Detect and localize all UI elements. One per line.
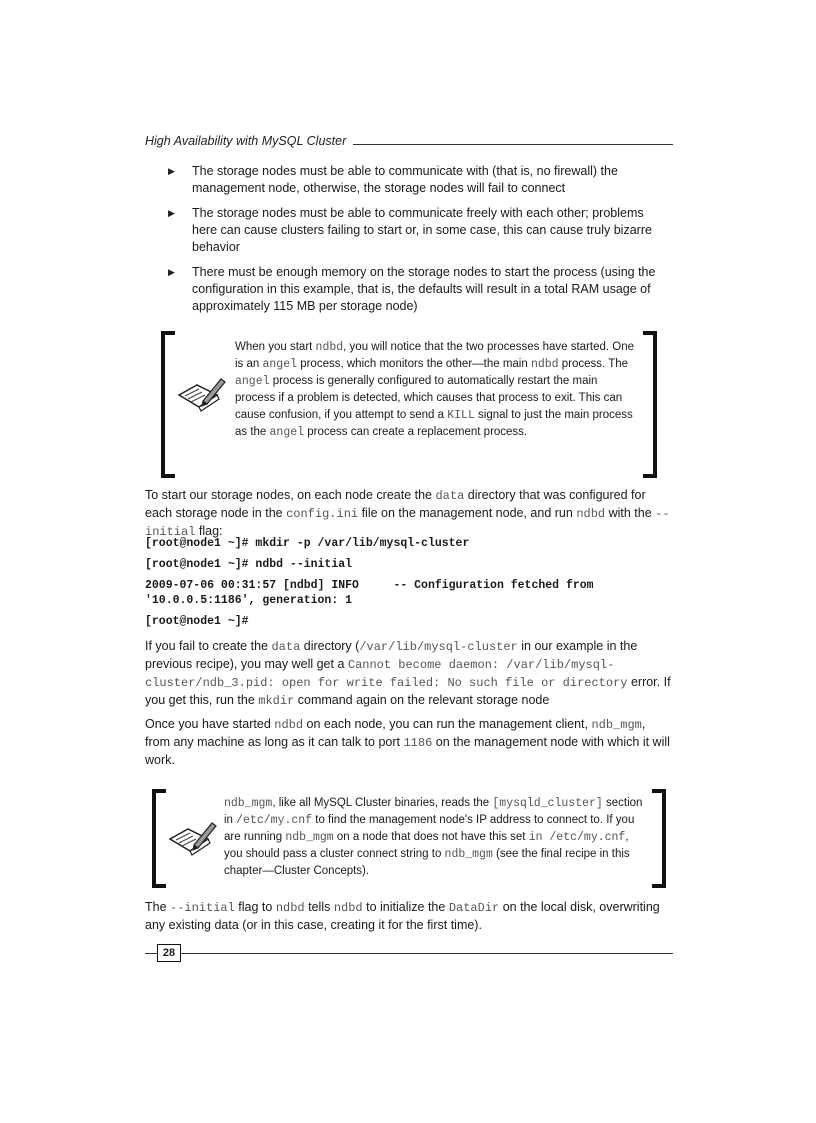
pencil-note-icon — [166, 817, 218, 857]
list-item-text: The storage nodes must be able to communicate freely with each other; problems here can cause clusters failing to start or, in some case, this can cause truly bizarre behavior — [192, 206, 652, 254]
header-rule — [353, 144, 673, 145]
inline-code: mkdir — [258, 694, 295, 708]
inline-code: ndbd — [576, 507, 606, 521]
paragraph-data-directory-error — [145, 638, 673, 710]
note-bracket-left — [161, 331, 175, 478]
triangle-bullet-icon: ▶ — [168, 208, 175, 218]
note-body — [235, 339, 635, 441]
inline-code: data — [435, 489, 465, 503]
paragraph-management-client — [145, 716, 673, 769]
paragraph-text: tells — [304, 900, 334, 914]
note-text: (see the final recipe in this chapter—Cluster Concepts). — [224, 848, 630, 877]
paragraph-text: Once you have started — [145, 717, 275, 731]
note-bracket-right — [643, 331, 657, 478]
paragraph-start-storage-nodes — [145, 487, 673, 541]
paragraph-text: , from any machine as long as it can talk to port — [145, 717, 646, 749]
paragraph-text: with the — [605, 506, 656, 520]
paragraph-text: on the local disk, overwriting any existing data (or in this case, creating it for the first time). — [145, 900, 660, 932]
note-text: process. The — [558, 358, 629, 370]
list-item-text: The storage nodes must be able to communicate with (that is, no firewall) the management node, otherwise, the storage nodes will fail to connect — [192, 164, 618, 195]
note-text: process is generally configured to automatically restart the main process if a problem is detected, which causes that process to exit. This can cause confusion, if you attempt to send a — [235, 375, 623, 421]
inline-code: 1186 — [403, 736, 433, 750]
paragraph-text: file on the management node, and run — [358, 506, 577, 520]
inline-code: angel — [269, 426, 305, 439]
inline-code: angel — [262, 358, 298, 371]
note-text: , you should pass a cluster connect string to — [224, 831, 629, 860]
note-body — [224, 795, 644, 880]
code-line-ndbd: [root@node1 ~]# ndbd --initial — [145, 558, 353, 571]
inline-code: ndbd — [315, 341, 344, 354]
note-bracket-right — [652, 789, 666, 888]
inline-code: ndbd — [274, 718, 304, 732]
inline-code: data — [271, 640, 301, 654]
note-text: process, which monitors the other—the main — [297, 358, 531, 370]
list-item — [168, 264, 668, 315]
note-text: , you will notice that the two processes have started. One is an — [235, 341, 635, 370]
inline-code: in /etc/my.cnf — [528, 831, 626, 844]
inline-code: KILL — [447, 409, 475, 422]
paragraph-text: flag to — [234, 900, 276, 914]
page-footer — [145, 944, 673, 964]
paragraph-text: directory that was configured for each storage node in the — [145, 488, 646, 520]
paragraph-text: in our example in the previous recipe), you may well get a — [145, 639, 638, 671]
note-text: section in — [224, 797, 643, 826]
note-text: When you start — [235, 341, 316, 353]
footer-rule — [145, 953, 673, 954]
inline-code: ndb_mgm — [444, 848, 493, 861]
paragraph-text: to initialize the — [362, 900, 449, 914]
pencil-note-icon — [175, 373, 227, 413]
code-line-mkdir: [root@node1 ~]# mkdir -p /var/lib/mysql-cluster — [145, 537, 470, 550]
info-note-angel-process — [161, 331, 657, 478]
list-item — [168, 163, 668, 197]
inline-code: ndbd — [530, 358, 559, 371]
inline-code: ndbd — [333, 901, 363, 915]
note-text: to find the management node's IP address to connect to. If you are running — [224, 814, 635, 843]
inline-code: DataDir — [448, 901, 500, 915]
paragraph-text: command again on the relevant storage node — [294, 693, 550, 707]
paragraph-text: flag: — [195, 524, 223, 538]
page-number: 28 — [157, 944, 181, 962]
note-text: process can create a replacement process. — [304, 426, 528, 438]
inline-code: ndb_mgm — [591, 718, 642, 732]
list-item-text: There must be enough memory on the storage nodes to start the process (using the configuration in this example, that is, the defaults will result in a total RAM usage of approximately 115 MB per storage node) — [192, 265, 656, 313]
inline-code: --initial — [170, 901, 235, 915]
inline-code: [mysqld_cluster] — [492, 797, 603, 810]
running-header — [145, 134, 673, 154]
inline-code: --initial — [145, 507, 670, 539]
paragraph-text: If you fail to create the — [145, 639, 272, 653]
triangle-bullet-icon: ▶ — [168, 267, 175, 277]
inline-code: /var/lib/mysql-cluster — [359, 640, 518, 654]
paragraph-text: To start our storage nodes, on each node create the — [145, 488, 436, 502]
requirements-list — [168, 163, 668, 323]
paragraph-text: The — [145, 900, 171, 914]
inline-code: ndbd — [275, 901, 305, 915]
note-text: , like all MySQL Cluster binaries, reads the — [272, 797, 493, 809]
paragraph-text: on the management node with which it will work. — [145, 735, 670, 767]
paragraph-text: error. If you get this, run the — [145, 675, 671, 707]
paragraph-text: directory ( — [300, 639, 360, 653]
code-line-prompt: [root@node1 ~]# — [145, 615, 249, 628]
paragraph-initial-flag — [145, 899, 673, 934]
inline-code: Cannot become daemon: /var/lib/mysql-cluster/ndb_3.pid: open for write failed: No such file or directory — [145, 658, 628, 690]
note-text: on a node that does not have this set — [333, 831, 529, 843]
inline-code: angel — [235, 375, 270, 388]
info-note-ndb-mgm — [152, 789, 666, 888]
triangle-bullet-icon: ▶ — [168, 166, 175, 176]
code-line-output: 2009-07-06 00:31:57 [ndbd] INFO -- Configuration fetched from '10.0.0.5:1186', generation: 1 — [145, 579, 594, 607]
inline-code: ndb_mgm — [224, 797, 273, 810]
note-text: signal to just the main process as the — [235, 409, 633, 438]
header-title: High Availability with MySQL Cluster — [145, 134, 347, 148]
inline-code: ndb_mgm — [285, 831, 334, 844]
inline-code: /etc/my.cnf — [236, 814, 313, 827]
paragraph-text: on each node, you can run the management client, — [303, 717, 592, 731]
list-item — [168, 205, 668, 256]
note-bracket-left — [152, 789, 166, 888]
inline-code: config.ini — [286, 507, 359, 521]
